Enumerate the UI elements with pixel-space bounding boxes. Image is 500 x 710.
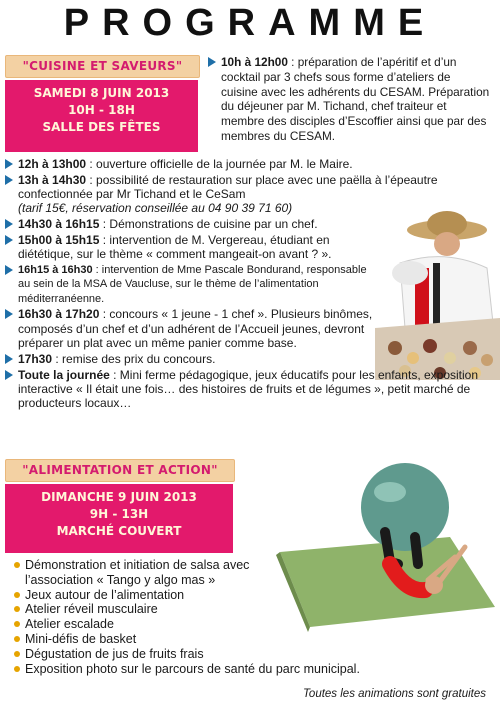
item-text: : Démonstrations de cuisine par un chef. xyxy=(99,217,318,232)
item-text: Jeux autour de l’alimentation xyxy=(25,587,185,602)
section1-place: SALLE DES FÊTES xyxy=(42,120,161,134)
arrow-icon xyxy=(5,159,13,169)
list-item xyxy=(5,157,491,171)
arrow-icon xyxy=(5,175,13,185)
item-time: 15h00 à 15h15 xyxy=(18,232,100,247)
item-time: Toute la journée xyxy=(18,367,110,382)
item-text: Exposition photo sur le parcours de santé du parc municipal. xyxy=(25,661,360,676)
list-item xyxy=(14,632,414,647)
arrow-icon xyxy=(5,265,13,275)
item-text: Démonstration et initiation de salsa avec l’association « Tango y algo mas » xyxy=(25,558,250,587)
item-text: : ouverture officielle de la journée par M. le Maire. xyxy=(86,157,353,171)
item-text: : possibilité de restauration sur place avec une paëlla à l’épeautre confectionnée par Mr Tichand et le CeSam xyxy=(18,172,438,202)
footer-note: Toutes les animations sont gratuites xyxy=(302,688,486,700)
list-item xyxy=(5,352,491,366)
section1-first-item xyxy=(208,55,490,144)
section2-date-box xyxy=(5,484,233,553)
bullet-dot-icon xyxy=(14,562,20,568)
list-item xyxy=(5,307,378,350)
list-item xyxy=(14,558,315,588)
section2-hours: 9H - 13H xyxy=(89,507,149,521)
bullet-dot-icon xyxy=(14,592,20,598)
list-item xyxy=(5,217,378,231)
arrow-icon xyxy=(5,354,13,364)
item-text: Mini-défis de basket xyxy=(25,631,137,646)
item-text: : préparation de l’apéritif et d’un cocktail par 3 chefs sous forme d’ateliers de cuisine avec les adhérents du CESAM. Préparation du déjeuner par M. Tichand, chef traiteur et membre des disciples d’Escoffier ainsi que par des membres du CESAM. xyxy=(221,55,490,143)
arrow-icon xyxy=(208,57,216,67)
section1-hours: 10H - 18H xyxy=(68,103,135,117)
bullet-dot-icon xyxy=(14,606,20,612)
section2-place: MARCHÉ COUVERT xyxy=(56,524,182,538)
item-text: : intervention de Mme Pascale Bondurand, responsable au sein de la MSA de Vaucluse, sur le thème de l’alimentation méditerranéenne. xyxy=(18,264,367,305)
page-title: PROGRAMME xyxy=(63,2,437,44)
bullet-dot-icon xyxy=(14,621,20,627)
item-time: 16h30 à 17h20 xyxy=(18,307,100,322)
item-time: 13h à 14h30 xyxy=(18,172,87,187)
list-item xyxy=(14,602,414,617)
item-text: : remise des prix du concours. xyxy=(52,351,216,366)
item-text: : concours « 1 jeune - 1 chef ». Plusieurs binômes, composés d’un chef et d’un adhérent de l’Accueil jeunes, devront préparer un plat avec un même panier comme base. xyxy=(18,307,373,351)
section2-banner: "ALIMENTATION ET ACTION" xyxy=(5,459,235,482)
list-item xyxy=(5,263,378,306)
section2-list xyxy=(14,558,414,676)
arrow-icon xyxy=(5,235,13,245)
bullet-dot-icon xyxy=(14,666,20,672)
item-time: 10h à 12h00 xyxy=(221,55,288,69)
list-item xyxy=(208,55,490,144)
list-item xyxy=(14,617,414,632)
arrow-icon xyxy=(5,370,13,380)
item-time: 14h30 à 16h15 xyxy=(18,217,100,232)
bullet-dot-icon xyxy=(14,636,20,642)
bullet-dot-icon xyxy=(14,651,20,657)
arrow-icon xyxy=(5,309,13,319)
item-text: : intervention de M. Vergereau, étudiant en diététique, sur le thème « comment mangeait-on avant ? ». xyxy=(18,232,332,262)
item-text: Atelier escalade xyxy=(25,617,114,632)
item-time: 12h à 13h00 xyxy=(18,157,87,171)
arrow-icon xyxy=(5,219,13,229)
list-item xyxy=(14,662,414,677)
list-item xyxy=(5,368,491,411)
item-text: Dégustation de jus de fruits frais xyxy=(25,646,204,661)
section2-date: DIMANCHE 9 JUIN 2013 xyxy=(41,490,197,504)
item-time: 16h15 à 16h30 xyxy=(18,264,93,277)
section1-banner: "CUISINE ET SAVEURS" xyxy=(5,55,200,78)
section1-date: SAMEDI 8 JUIN 2013 xyxy=(33,86,170,100)
section1-list xyxy=(5,157,491,412)
list-item xyxy=(5,233,378,262)
section1-date-box xyxy=(5,80,198,152)
item-text: Atelier réveil musculaire xyxy=(25,602,158,617)
list-item xyxy=(14,588,414,603)
item-note: (tarif 15€, réservation conseillée au 04 90 39 71 60) xyxy=(18,201,293,216)
list-item xyxy=(14,647,414,662)
list-item xyxy=(5,173,491,216)
item-text: : Mini ferme pédagogique, jeux éducatifs pour les enfants, exposition interactive « Il était une fois… des histoires de fruits et de légumes », petit marché de producteurs locaux… xyxy=(18,367,479,411)
item-time: 17h30 xyxy=(18,351,53,366)
